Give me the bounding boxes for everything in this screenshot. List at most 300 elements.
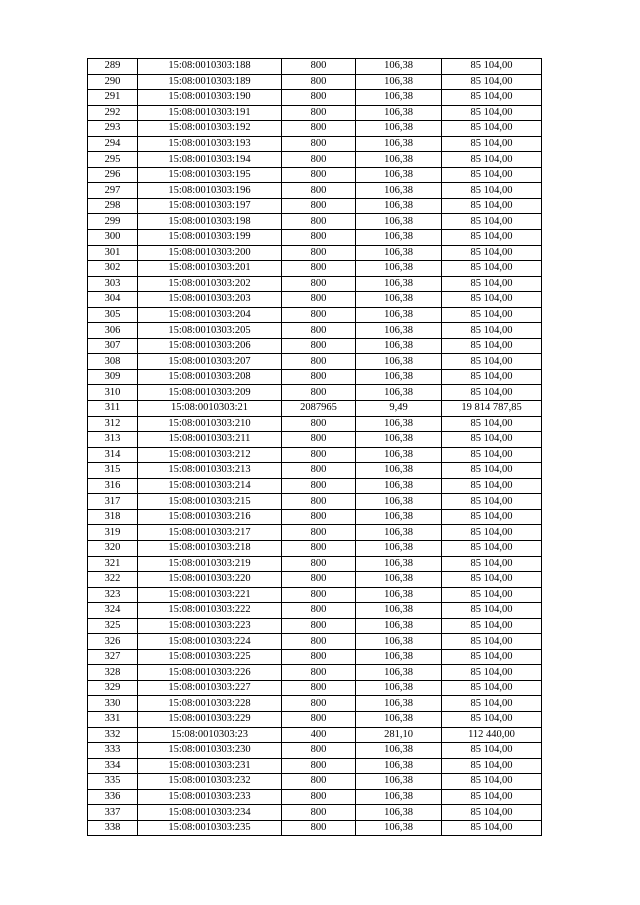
row-number-cell: 319 [88,525,138,541]
unit-value-cell: 106,38 [356,121,442,137]
cadastral-value-cell: 85 104,00 [442,820,542,836]
row-number-cell: 320 [88,540,138,556]
cadastral-value-cell: 85 104,00 [442,556,542,572]
cadastral-number-cell: 15:08:0010303:202 [138,276,282,292]
row-number-cell: 321 [88,556,138,572]
cadastral-value-cell: 85 104,00 [442,385,542,401]
unit-value-cell: 106,38 [356,307,442,323]
cadastral-number-cell: 15:08:0010303:235 [138,820,282,836]
unit-value-cell: 106,38 [356,634,442,650]
area-cell: 800 [282,152,356,168]
cadastral-number-cell: 15:08:0010303:192 [138,121,282,137]
unit-value-cell: 106,38 [356,354,442,370]
unit-value-cell: 106,38 [356,230,442,246]
area-cell: 800 [282,183,356,199]
cadastral-value-cell: 85 104,00 [442,680,542,696]
unit-value-cell: 106,38 [356,276,442,292]
table-row [88,245,542,261]
cadastral-value-cell: 85 104,00 [442,59,542,75]
cadastral-value-cell: 85 104,00 [442,416,542,432]
cadastral-value-cell: 85 104,00 [442,354,542,370]
row-number-cell: 293 [88,121,138,137]
row-number-cell: 337 [88,805,138,821]
unit-value-cell: 106,38 [356,572,442,588]
cadastral-value-cell: 85 104,00 [442,540,542,556]
cadastral-value-cell: 85 104,00 [442,432,542,448]
unit-value-cell: 106,38 [356,152,442,168]
cadastral-number-cell: 15:08:0010303:214 [138,478,282,494]
area-cell: 800 [282,680,356,696]
table-row [88,214,542,230]
cadastral-value-cell: 85 104,00 [442,711,542,727]
unit-value-cell: 106,38 [356,556,442,572]
row-number-cell: 305 [88,307,138,323]
table-row [88,587,542,603]
row-number-cell: 310 [88,385,138,401]
area-cell: 800 [282,774,356,790]
table-row [88,820,542,836]
area-cell: 800 [282,572,356,588]
cadastral-number-cell: 15:08:0010303:226 [138,665,282,681]
cadastral-value-cell: 85 104,00 [442,525,542,541]
unit-value-cell: 106,38 [356,323,442,339]
table-row [88,758,542,774]
cadastral-number-cell: 15:08:0010303:207 [138,354,282,370]
cadastral-value-cell: 85 104,00 [442,463,542,479]
table-row [88,261,542,277]
table-row [88,276,542,292]
area-cell: 800 [282,696,356,712]
cadastral-number-cell: 15:08:0010303:219 [138,556,282,572]
cadastral-value-cell: 85 104,00 [442,447,542,463]
table-row [88,230,542,246]
unit-value-cell: 106,38 [356,74,442,90]
unit-value-cell: 106,38 [356,245,442,261]
cadastral-value-cell: 85 104,00 [442,183,542,199]
cadastral-number-cell: 15:08:0010303:222 [138,603,282,619]
area-cell: 800 [282,805,356,821]
table-row [88,105,542,121]
table-row [88,711,542,727]
row-number-cell: 338 [88,820,138,836]
unit-value-cell: 106,38 [356,758,442,774]
table-row [88,618,542,634]
unit-value-cell: 106,38 [356,198,442,214]
row-number-cell: 290 [88,74,138,90]
cadastral-number-cell: 15:08:0010303:203 [138,292,282,308]
cadastral-number-cell: 15:08:0010303:233 [138,789,282,805]
area-cell: 800 [282,261,356,277]
cadastral-number-cell: 15:08:0010303:211 [138,432,282,448]
row-number-cell: 306 [88,323,138,339]
cadastral-value-cell: 85 104,00 [442,323,542,339]
area-cell: 800 [282,618,356,634]
cadastral-number-cell: 15:08:0010303:197 [138,198,282,214]
unit-value-cell: 106,38 [356,167,442,183]
area-cell: 800 [282,105,356,121]
unit-value-cell: 106,38 [356,463,442,479]
cadastral-value-cell: 85 104,00 [442,774,542,790]
cadastral-number-cell: 15:08:0010303:199 [138,230,282,246]
area-cell: 800 [282,494,356,510]
cadastral-number-cell: 15:08:0010303:220 [138,572,282,588]
area-cell: 800 [282,758,356,774]
area-cell: 800 [282,820,356,836]
cadastral-number-cell: 15:08:0010303:208 [138,369,282,385]
row-number-cell: 332 [88,727,138,743]
row-number-cell: 331 [88,711,138,727]
cadastral-value-cell: 85 104,00 [442,276,542,292]
table-row [88,478,542,494]
cadastral-value-cell: 85 104,00 [442,152,542,168]
row-number-cell: 312 [88,416,138,432]
unit-value-cell: 106,38 [356,649,442,665]
unit-value-cell: 106,38 [356,618,442,634]
table-row [88,789,542,805]
unit-value-cell: 106,38 [356,59,442,75]
unit-value-cell: 106,38 [356,90,442,106]
area-cell: 800 [282,276,356,292]
cadastral-value-cell: 85 104,00 [442,634,542,650]
table-row [88,183,542,199]
area-cell: 800 [282,354,356,370]
table-row [88,354,542,370]
table-row [88,649,542,665]
area-cell: 800 [282,603,356,619]
table-row [88,74,542,90]
row-number-cell: 313 [88,432,138,448]
table-row [88,540,542,556]
cadastral-number-cell: 15:08:0010303:217 [138,525,282,541]
row-number-cell: 309 [88,369,138,385]
row-number-cell: 295 [88,152,138,168]
row-number-cell: 317 [88,494,138,510]
table-row [88,136,542,152]
unit-value-cell: 106,38 [356,696,442,712]
row-number-cell: 324 [88,603,138,619]
cadastral-number-cell: 15:08:0010303:215 [138,494,282,510]
cadastral-value-cell: 85 104,00 [442,136,542,152]
cadastral-number-cell: 15:08:0010303:190 [138,90,282,106]
unit-value-cell: 106,38 [356,743,442,759]
cadastral-number-cell: 15:08:0010303:206 [138,338,282,354]
cadastral-value-cell: 85 104,00 [442,805,542,821]
row-number-cell: 299 [88,214,138,230]
area-cell: 800 [282,198,356,214]
cadastral-number-cell: 15:08:0010303:230 [138,743,282,759]
unit-value-cell: 106,38 [356,711,442,727]
row-number-cell: 318 [88,509,138,525]
cadastral-number-cell: 15:08:0010303:21 [138,401,282,417]
table-row [88,369,542,385]
cadastral-number-cell: 15:08:0010303:209 [138,385,282,401]
cadastral-number-cell: 15:08:0010303:231 [138,758,282,774]
unit-value-cell: 106,38 [356,261,442,277]
row-number-cell: 316 [88,478,138,494]
area-cell: 800 [282,338,356,354]
cadastral-value-cell: 85 104,00 [442,665,542,681]
unit-value-cell: 106,38 [356,214,442,230]
cadastral-value-cell: 85 104,00 [442,572,542,588]
row-number-cell: 314 [88,447,138,463]
row-number-cell: 300 [88,230,138,246]
row-number-cell: 315 [88,463,138,479]
cadastral-number-cell: 15:08:0010303:198 [138,214,282,230]
area-cell: 800 [282,634,356,650]
table-row [88,665,542,681]
cadastral-number-cell: 15:08:0010303:234 [138,805,282,821]
cadastral-number-cell: 15:08:0010303:204 [138,307,282,323]
area-cell: 800 [282,463,356,479]
area-cell: 800 [282,121,356,137]
area-cell: 800 [282,245,356,261]
area-cell: 800 [282,230,356,246]
table-row [88,743,542,759]
cadastral-number-cell: 15:08:0010303:228 [138,696,282,712]
cadastral-number-cell: 15:08:0010303:196 [138,183,282,199]
row-number-cell: 334 [88,758,138,774]
row-number-cell: 335 [88,774,138,790]
table-row [88,572,542,588]
unit-value-cell: 106,38 [356,680,442,696]
table-row [88,634,542,650]
cadastral-value-cell: 85 104,00 [442,478,542,494]
row-number-cell: 311 [88,401,138,417]
table-row [88,198,542,214]
cadastral-number-cell: 15:08:0010303:194 [138,152,282,168]
cadastral-value-cell: 85 104,00 [442,587,542,603]
cadastral-number-cell: 15:08:0010303:224 [138,634,282,650]
row-number-cell: 291 [88,90,138,106]
table-row [88,338,542,354]
cadastral-value-cell: 85 104,00 [442,307,542,323]
cadastral-number-cell: 15:08:0010303:210 [138,416,282,432]
row-number-cell: 303 [88,276,138,292]
cadastral-number-cell: 15:08:0010303:189 [138,74,282,90]
cadastral-value-cell: 85 104,00 [442,338,542,354]
cadastral-value-cell: 85 104,00 [442,198,542,214]
row-number-cell: 327 [88,649,138,665]
area-cell: 400 [282,727,356,743]
cadastral-value-cell: 85 104,00 [442,261,542,277]
table-row [88,525,542,541]
area-cell: 800 [282,385,356,401]
row-number-cell: 308 [88,354,138,370]
unit-value-cell: 106,38 [356,820,442,836]
area-cell: 800 [282,711,356,727]
table-row [88,385,542,401]
table-row [88,494,542,510]
row-number-cell: 297 [88,183,138,199]
unit-value-cell: 106,38 [356,603,442,619]
unit-value-cell: 106,38 [356,447,442,463]
unit-value-cell: 9,49 [356,401,442,417]
row-number-cell: 326 [88,634,138,650]
cadastral-number-cell: 15:08:0010303:232 [138,774,282,790]
table-row [88,59,542,75]
area-cell: 800 [282,525,356,541]
area-cell: 800 [282,540,356,556]
row-number-cell: 302 [88,261,138,277]
area-cell: 800 [282,167,356,183]
area-cell: 2087965 [282,401,356,417]
table-row [88,509,542,525]
unit-value-cell: 106,38 [356,338,442,354]
table-row [88,805,542,821]
area-cell: 800 [282,587,356,603]
table-row [88,292,542,308]
row-number-cell: 323 [88,587,138,603]
area-cell: 800 [282,136,356,152]
row-number-cell: 329 [88,680,138,696]
cadastral-value-cell: 85 104,00 [442,758,542,774]
area-cell: 800 [282,789,356,805]
cadastral-number-cell: 15:08:0010303:200 [138,245,282,261]
row-number-cell: 298 [88,198,138,214]
cadastral-value-cell: 85 104,00 [442,90,542,106]
cadastral-value-cell: 85 104,00 [442,167,542,183]
cadastral-number-cell: 15:08:0010303:23 [138,727,282,743]
table-row [88,603,542,619]
row-number-cell: 328 [88,665,138,681]
cadastral-number-cell: 15:08:0010303:225 [138,649,282,665]
cadastral-number-cell: 15:08:0010303:213 [138,463,282,479]
cadastral-number-cell: 15:08:0010303:216 [138,509,282,525]
cadastral-value-cell: 85 104,00 [442,618,542,634]
unit-value-cell: 106,38 [356,494,442,510]
row-number-cell: 292 [88,105,138,121]
cadastral-number-cell: 15:08:0010303:188 [138,59,282,75]
cadastral-value-cell: 85 104,00 [442,292,542,308]
unit-value-cell: 106,38 [356,292,442,308]
table-row [88,401,542,417]
cadastral-value-table [87,58,542,836]
unit-value-cell: 106,38 [356,509,442,525]
cadastral-number-cell: 15:08:0010303:201 [138,261,282,277]
cadastral-value-cell: 85 104,00 [442,603,542,619]
table-row [88,152,542,168]
cadastral-number-cell: 15:08:0010303:195 [138,167,282,183]
cadastral-number-cell: 15:08:0010303:223 [138,618,282,634]
area-cell: 800 [282,509,356,525]
row-number-cell: 307 [88,338,138,354]
row-number-cell: 322 [88,572,138,588]
unit-value-cell: 106,38 [356,136,442,152]
unit-value-cell: 106,38 [356,416,442,432]
unit-value-cell: 106,38 [356,789,442,805]
area-cell: 800 [282,416,356,432]
cadastral-number-cell: 15:08:0010303:221 [138,587,282,603]
cadastral-value-cell: 85 104,00 [442,369,542,385]
cadastral-value-cell: 85 104,00 [442,74,542,90]
row-number-cell: 336 [88,789,138,805]
row-number-cell: 330 [88,696,138,712]
table-row [88,463,542,479]
area-cell: 800 [282,323,356,339]
cadastral-value-cell: 85 104,00 [442,649,542,665]
area-cell: 800 [282,307,356,323]
row-number-cell: 294 [88,136,138,152]
cadastral-value-cell: 85 104,00 [442,214,542,230]
row-number-cell: 333 [88,743,138,759]
unit-value-cell: 106,38 [356,385,442,401]
table-row [88,727,542,743]
unit-value-cell: 106,38 [356,774,442,790]
table-row [88,556,542,572]
table-row [88,680,542,696]
cadastral-value-cell: 85 104,00 [442,121,542,137]
table-row [88,307,542,323]
area-cell: 800 [282,478,356,494]
cadastral-number-cell: 15:08:0010303:205 [138,323,282,339]
table-row [88,432,542,448]
table-row [88,416,542,432]
unit-value-cell: 106,38 [356,805,442,821]
cadastral-number-cell: 15:08:0010303:193 [138,136,282,152]
table-body [88,59,542,836]
unit-value-cell: 106,38 [356,105,442,121]
table-row [88,447,542,463]
cadastral-number-cell: 15:08:0010303:191 [138,105,282,121]
area-cell: 800 [282,743,356,759]
unit-value-cell: 281,10 [356,727,442,743]
area-cell: 800 [282,59,356,75]
cadastral-number-cell: 15:08:0010303:227 [138,680,282,696]
cadastral-value-cell: 85 104,00 [442,743,542,759]
area-cell: 800 [282,214,356,230]
area-cell: 800 [282,432,356,448]
area-cell: 800 [282,447,356,463]
unit-value-cell: 106,38 [356,369,442,385]
unit-value-cell: 106,38 [356,183,442,199]
unit-value-cell: 106,38 [356,665,442,681]
table-row [88,323,542,339]
cadastral-value-cell: 85 104,00 [442,789,542,805]
unit-value-cell: 106,38 [356,540,442,556]
table-row [88,774,542,790]
area-cell: 800 [282,649,356,665]
row-number-cell: 289 [88,59,138,75]
row-number-cell: 301 [88,245,138,261]
cadastral-value-cell: 85 104,00 [442,105,542,121]
cadastral-number-cell: 15:08:0010303:218 [138,540,282,556]
unit-value-cell: 106,38 [356,525,442,541]
area-cell: 800 [282,90,356,106]
cadastral-value-cell: 112 440,00 [442,727,542,743]
table-row [88,121,542,137]
area-cell: 800 [282,369,356,385]
row-number-cell: 304 [88,292,138,308]
table-row [88,167,542,183]
row-number-cell: 296 [88,167,138,183]
cadastral-value-cell: 85 104,00 [442,230,542,246]
cadastral-value-cell: 85 104,00 [442,494,542,510]
row-number-cell: 325 [88,618,138,634]
area-cell: 800 [282,292,356,308]
unit-value-cell: 106,38 [356,587,442,603]
cadastral-value-cell: 85 104,00 [442,509,542,525]
cadastral-number-cell: 15:08:0010303:212 [138,447,282,463]
unit-value-cell: 106,38 [356,478,442,494]
cadastral-value-cell: 85 104,00 [442,245,542,261]
cadastral-number-cell: 15:08:0010303:229 [138,711,282,727]
table-row [88,90,542,106]
area-cell: 800 [282,556,356,572]
cadastral-value-cell: 19 814 787,85 [442,401,542,417]
unit-value-cell: 106,38 [356,432,442,448]
table-row [88,696,542,712]
cadastral-value-cell: 85 104,00 [442,696,542,712]
